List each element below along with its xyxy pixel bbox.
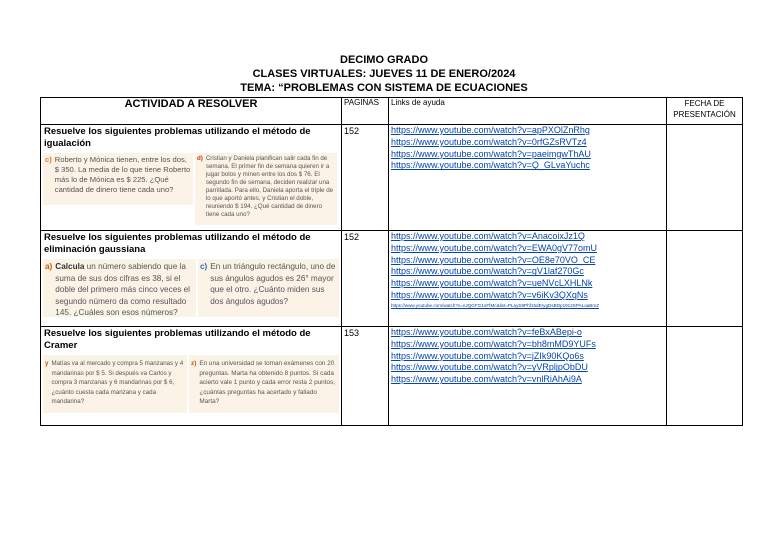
links-cell bbox=[389, 125, 667, 231]
problem-text: En un triángulo rectángulo, uno de sus ángulos agudos es 26° mayor que el otro. ¿Cuánto miden sus dos ángulos agudos? bbox=[210, 262, 336, 306]
problems-image bbox=[43, 153, 339, 225]
help-link[interactable]: https://www.youtube.com/watch?v=AnacoixJz1Q bbox=[391, 231, 585, 241]
table-row bbox=[41, 231, 743, 327]
problems-image bbox=[43, 259, 339, 317]
problem-label: z) bbox=[191, 360, 197, 367]
problem-card bbox=[43, 355, 187, 413]
activities-table bbox=[40, 97, 743, 426]
help-link[interactable]: https://www.youtube.com/watch?v=paeimgwThAU bbox=[391, 148, 591, 159]
classes-title: CLASES VIRTUALES: JUEVES 11 DE ENERO/2024 bbox=[252, 68, 516, 80]
problem-card bbox=[195, 153, 337, 225]
help-link-small[interactable]: https://www.youtube.com/watch?v=nJQGFG1oFfMc&list=PLayS8Phf15dErygDsBDp1912SPALaaBmZ bbox=[391, 302, 600, 308]
problem-card bbox=[43, 153, 193, 205]
date-cell bbox=[667, 327, 743, 426]
activity-cell bbox=[41, 231, 342, 327]
help-link[interactable]: https://www.youtube.com/watch?v=jZIk90KQo6s bbox=[391, 350, 584, 361]
row-title: Resuelve los siguientes problemas utilizando el método de Cramer bbox=[44, 328, 311, 351]
help-link[interactable]: https://www.youtube.com/watch?v=Q_GLvaYuchc bbox=[391, 160, 590, 171]
table-row bbox=[41, 125, 743, 231]
help-link[interactable]: https://www.youtube.com/watch?v=apPXOlZnRhg bbox=[391, 125, 590, 135]
problems-image bbox=[43, 355, 339, 413]
problem-card bbox=[198, 259, 339, 317]
problem-bold: Calcula bbox=[55, 262, 85, 271]
help-link[interactable]: https://www.youtube.com/watch?v=OE8e70VO_CE bbox=[391, 254, 596, 265]
pages-cell: 152 bbox=[342, 125, 389, 231]
problem-label: d) bbox=[197, 155, 203, 162]
problem-card bbox=[43, 259, 196, 317]
links-cell bbox=[389, 231, 667, 327]
help-link[interactable]: https://www.youtube.com/watch?v=vnlRiAhAi9A bbox=[391, 374, 582, 385]
help-link[interactable]: https://www.youtube.com/watch?v=ueNVcLXHLNk bbox=[391, 278, 593, 289]
activity-cell bbox=[41, 327, 342, 426]
table-row bbox=[41, 327, 743, 426]
help-link[interactable]: https://www.youtube.com/watch?v=EWA0gV77omU bbox=[391, 242, 598, 253]
header-links: Links de ayuda bbox=[389, 98, 667, 125]
grade-title: DECIMO GRADO bbox=[340, 54, 428, 66]
problem-label: y bbox=[45, 360, 49, 367]
problem-label: a) bbox=[45, 262, 53, 271]
problem-label: c) bbox=[199, 262, 208, 271]
date-cell bbox=[667, 231, 743, 327]
problem-text: un número sabiendo que la suma de sus dos cifras es 38, si el doble del primero más cinco veces el segundo número da como resultado 145. ¿Cuáles son esos números? bbox=[55, 262, 190, 317]
problem-card bbox=[189, 355, 339, 413]
activity-cell bbox=[41, 125, 342, 231]
help-link[interactable]: https://www.youtube.com/watch?v=v6iKv3QXqNs bbox=[391, 289, 588, 300]
pages-cell: 152 bbox=[342, 231, 389, 327]
help-link[interactable]: https://www.youtube.com/watch?v=yVRpljpObDU bbox=[391, 362, 588, 373]
help-link[interactable]: https://www.youtube.com/watch?v=feBxABepi-o bbox=[391, 327, 582, 337]
pages-cell: 153 bbox=[342, 327, 389, 426]
header-pages: PAGINAS bbox=[342, 98, 389, 125]
help-link[interactable]: https://www.youtube.com/watch?v=gV1laf270Gc bbox=[391, 266, 584, 277]
table-header-row bbox=[41, 98, 743, 125]
header-date: FECHA DE PRESENTACIÓN bbox=[667, 98, 743, 125]
help-link[interactable]: https://www.youtube.com/watch?v=bh8mMD9YUFs bbox=[391, 338, 596, 349]
help-link[interactable]: https://www.youtube.com/watch?v=0rfGZsRVTz4 bbox=[391, 136, 587, 147]
links-cell bbox=[389, 327, 667, 426]
topic-title: TEMA: “PROBLEMAS CON SISTEMA DE ECUACIONES bbox=[240, 82, 528, 94]
problem-text: Cristian y Daniela planifican salir cada fin de semana. El primer fin de semana quieren ir a jugar bolos y mínen entre los dos $ 76. El segundo fin de semana, deciden realizar una parrillada. Para ello, Daniela aporta el triple de lo que aportó antes, y Cristian el doble, reuniendo $ 194. ¿Qué cantidad de dinero tiene cada uno? bbox=[205, 155, 334, 218]
date-cell bbox=[667, 125, 743, 231]
row-title: Resuelve los siguientes problemas utilizando el método de igualación bbox=[44, 126, 311, 149]
problem-text: Matías va al mercado y compra 5 manzanas y 4 mandarinas por $ 5. Si después va Carlos y compra 3 manzanas y 6 mandarinas por $ 6, ¿cuánto cuesta cada manzana y cada mandarina? bbox=[51, 360, 184, 405]
problem-text: En una universidad se toman exámenes con 20 preguntas. Marta ha obtenido 8 puntos. Si cada acierto vale 1 punto y cada error resta 2 puntos, ¿cuántas preguntas ha acertado y fallado Marta? bbox=[199, 360, 336, 405]
problem-label: c) bbox=[45, 155, 52, 164]
header-activity: ACTIVIDAD A RESOLVER bbox=[41, 98, 342, 125]
problem-text: Roberto y Mónica tienen, entre los dos, $ 350. La media de lo que tiene Roberto más lo de Mónica es $ 225. ¿Qué cantidad de dinero tiene cada uno? bbox=[54, 155, 191, 194]
row-title: Resuelve los siguientes problemas utilizando el método de eliminación gaussiana bbox=[44, 232, 311, 255]
